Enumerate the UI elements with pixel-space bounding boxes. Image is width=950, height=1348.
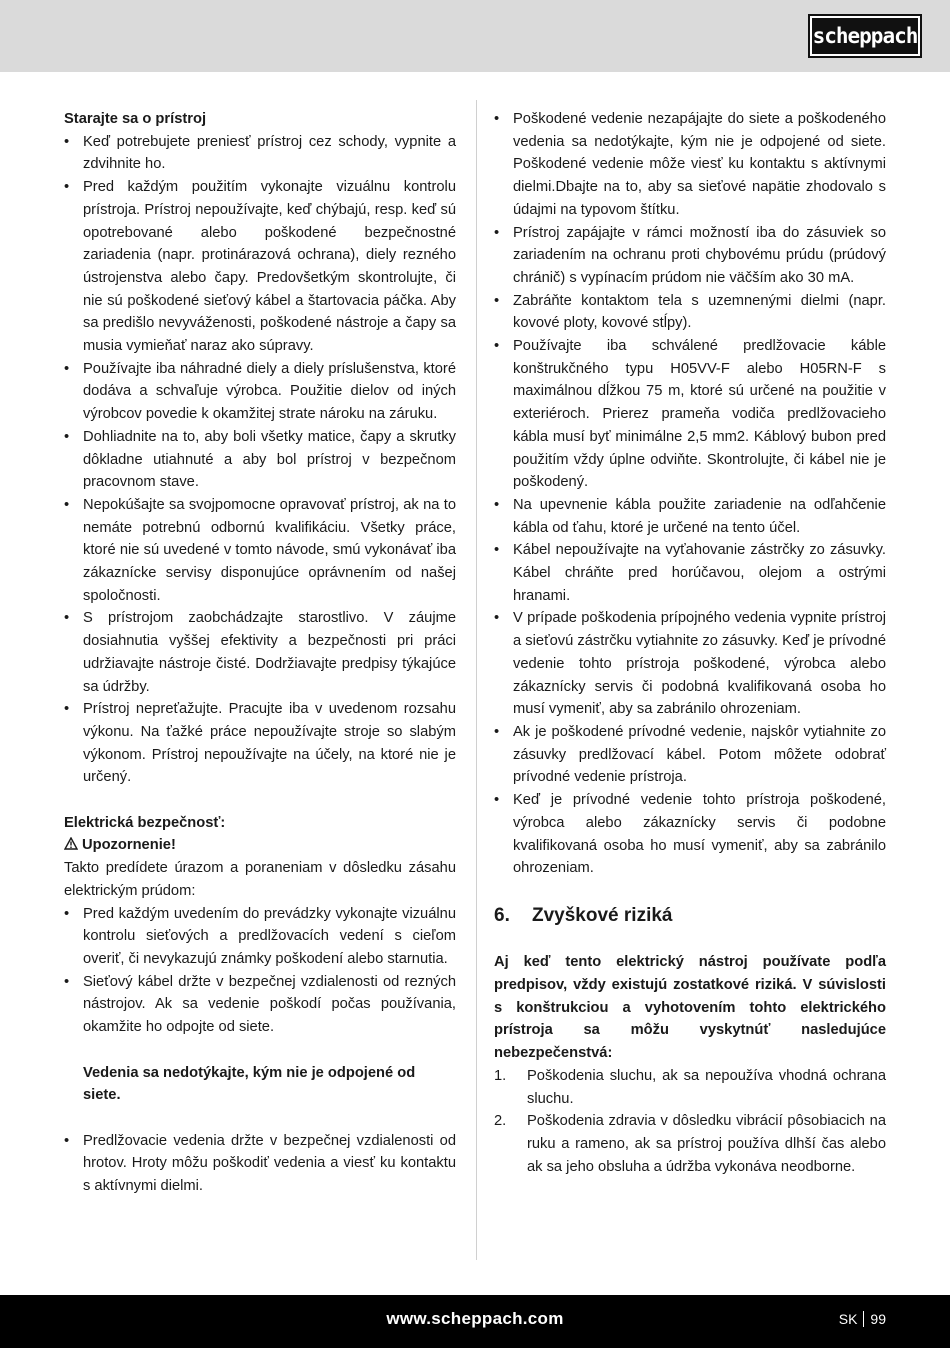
warning-line	[64, 834, 456, 857]
page-header	[0, 0, 950, 72]
column-divider	[476, 100, 477, 1260]
electrical-list-continued	[494, 108, 886, 880]
spacer	[494, 929, 886, 952]
list-item: • Ak je poškodené prívodné vedenie, najskôr vytiahnite zo zásuvky predlžovací kábel. Potom môžete odobrať prívodné vedenie prístroja.	[494, 721, 886, 789]
list-item	[494, 1065, 886, 1110]
list-item: • Používajte iba schválené predlžovacie káble konštrukčného typu H05VV-F alebo H05RN-F s maximálnou dĺžkou 75 m, ktoré sú určené na použitie v exteriéroch. Prierez prameňa vodiča predlžovacieho kábla musí byť minimálne 2,5 mm2. Káblový bubon pred použitím vždy úplne odviňte. Skontrolujte, či kábel nie je poškodený.	[494, 335, 886, 494]
warning-label: Upozornenie!	[82, 837, 176, 854]
list-item: • Prístroj zapájajte v rámci možností iba do zásuviek so zariadením na ochranu proti chybovému prúdu (prúdový chránič) s vypínacím prúdom nie väčším ako 30 mA.	[494, 222, 886, 290]
electrical-list-b	[64, 1130, 456, 1198]
warning-triangle-icon	[64, 834, 78, 857]
list-item: • Dohliadnite na to, aby boli všetky matice, čapy a skrutky dôkladne utiahnuté a aby bol prístroj v bezpečnom pracovnom stave.	[64, 426, 456, 494]
footer-website-link[interactable]: www.scheppach.com	[386, 1309, 564, 1328]
list-item: • Prístroj nepreťažujte. Pracujte iba v uvedenom rozsahu výkonu. Na ťažké práce nepoužívajte stroje so slabým výkonom. Prístroj nepoužívajte na účely, na ktoré nie je určený.	[64, 698, 456, 789]
risk-number: 1.	[494, 1067, 507, 1084]
list-item: • Predlžovacie vedenia držte v bezpečnej vzdialenosti od hrotov. Hroty môžu poškodiť vedenia a viesť ku kontaktu s aktívnymi dielmi.	[64, 1130, 456, 1198]
section-title-electrical: Elektrická bezpečnosť:	[64, 814, 226, 831]
spacer	[64, 1039, 456, 1062]
list-item: • Používajte iba náhradné diely a diely príslušenstva, ktoré dodáva a schvaľuje výrobca. Použitie dielov od iných výrobcov povedie k okamžitej strate nároku na záruku.	[64, 358, 456, 426]
risks-list	[494, 1065, 886, 1179]
list-item: • Pred každým použitím vykonajte vizuálnu kontrolu prístroja. Prístroj nepoužívajte, keď chýbajú, resp. keď sú opotrebované alebo poškodené bezpečnostné zariadenia (napr. protinárazová ochrana), diely rezného ústrojenstva alebo čapy. Predovšetkým skontrolujte, či nie sú poškodené sieťový kábel a štartovacia páčka. Aby sa predišlo nevyváženosti, poškodené nástroje a čapy sa musia vymieňať naraz ako súpravy.	[64, 176, 456, 358]
risk-text: Poškodenia zdravia v dôsledku vibrácií pôsobiacich na ruku a rameno, ak sa prístroj používa dlhší čas alebo ak sa jeho obsluha a údržba vykonáva neodborne.	[527, 1113, 886, 1175]
warning-text: Takto predídete úrazom a poraneniam v dôsledku zásahu elektrickým prúdom:	[64, 860, 456, 899]
list-item: • V prípade poškodenia prípojného vedenia vypnite prístroj a sieťovú zástrčku vytiahnite zo zásuvky. Keď je prívodné vedenie tohto prístroja poškodené, výrobca alebo zákaznícky servis či podobná kvalifikovaná osoba ho musí vymeniť, aby sa zabránilo ohrozeniam.	[494, 607, 886, 721]
section-heading	[494, 903, 886, 929]
spacer	[64, 789, 456, 812]
list-item: • Keď potrebujete preniesť prístroj cez schody, vypnite a zdvihnite ho.	[64, 131, 456, 176]
list-item	[494, 1110, 886, 1178]
list-item: • S prístrojom zaobchádzajte starostlivo. V záujme dosiahnutia vyššej efektivity a bezpečnosti pri práci udržiavajte nástroje čisté. Dodržiavajte predpisy týkajúce sa údržby.	[64, 607, 456, 698]
spacer	[494, 880, 886, 903]
scheppach-logo: scheppach	[810, 16, 920, 56]
language-code: SK	[838, 1311, 858, 1327]
list-item: • Keď je prívodné vedenie tohto prístroja poškodené, výrobca alebo zákaznícky servis či podobne kvalifikovaná osoba ho musí vymeniť, aby sa zabránilo ohrozeniam.	[494, 789, 886, 880]
separator	[863, 1311, 864, 1327]
electrical-list	[64, 903, 456, 1039]
list-item: • Na upevnenie kábla použite zariadenie na odľahčenie kábla od ťahu, ktoré je určené na tento účel.	[494, 494, 886, 539]
heading-title: Zvyškové riziká	[532, 904, 673, 926]
risk-text: Poškodenia sluchu, ak sa nepoužíva vhodná ochrana sluchu.	[527, 1067, 886, 1107]
heading-number: 6.	[494, 904, 510, 926]
page-footer	[0, 1295, 950, 1348]
section-title-care: Starajte sa o prístroj	[64, 111, 207, 127]
bold-note: Vedenia sa nedotýkajte, kým nie je odpojené od siete.	[83, 1064, 416, 1104]
list-item: • Poškodené vedenie nezapájajte do siete a poškodeného vedenia sa nedotýkajte, kým nie je odpojené od siete. Poškodené vedenie môže viesť ku kontaktu s aktívnymi dielmi.Dbajte na to, aby sa sieťové napätie zhodovalo s údajmi na typovom štítku.	[494, 108, 886, 222]
page-number	[839, 1295, 886, 1343]
right-column	[494, 108, 886, 1178]
list-item: • Nepokúšajte sa svojpomocne opravovať prístroj, ak na to nemáte potrebnú odbornú kvalifikáciu. Všetky práce, ktoré nie sú uvedené v tomto návode, smú vykonávať iba zákaznícke servisy disponujúce oprávnením od našej spoločnosti.	[64, 494, 456, 608]
care-list	[64, 131, 456, 789]
page-number-value: 99	[870, 1311, 886, 1327]
risk-number: 2.	[494, 1113, 507, 1130]
spacer	[64, 1107, 456, 1130]
list-item: • Sieťový kábel držte v bezpečnej vzdialenosti od rezných nástrojov. Ak sa vedenie poškodí počas používania, okamžite ho odpojte od siete.	[64, 971, 456, 1039]
list-item: • Kábel nepoužívajte na vyťahovanie zástrčky zo zásuvky. Kábel chráňte pred horúčavou, olejom a ostrými hranami.	[494, 539, 886, 607]
residual-risks-intro: Aj keď tento elektrický nástroj používate podľa predpisov, vždy existujú zostatkové riziká. V súvislosti s konštrukciou a vyhotovením tohto elektrického prístroja sa môžu vyskytnúť nasledujúce nebezpečenstvá:	[494, 954, 886, 1062]
list-item: • Pred každým uvedením do prevádzky vykonajte vizuálnu kontrolu sieťových a predlžovacích vedení s cieľom overiť, či nevykazujú známky poškodení alebo starnutia.	[64, 903, 456, 971]
left-column	[64, 108, 456, 1198]
list-item: • Zabráňte kontaktom tela s uzemnenými dielmi (napr. kovové ploty, kovové stĺpy).	[494, 290, 886, 335]
